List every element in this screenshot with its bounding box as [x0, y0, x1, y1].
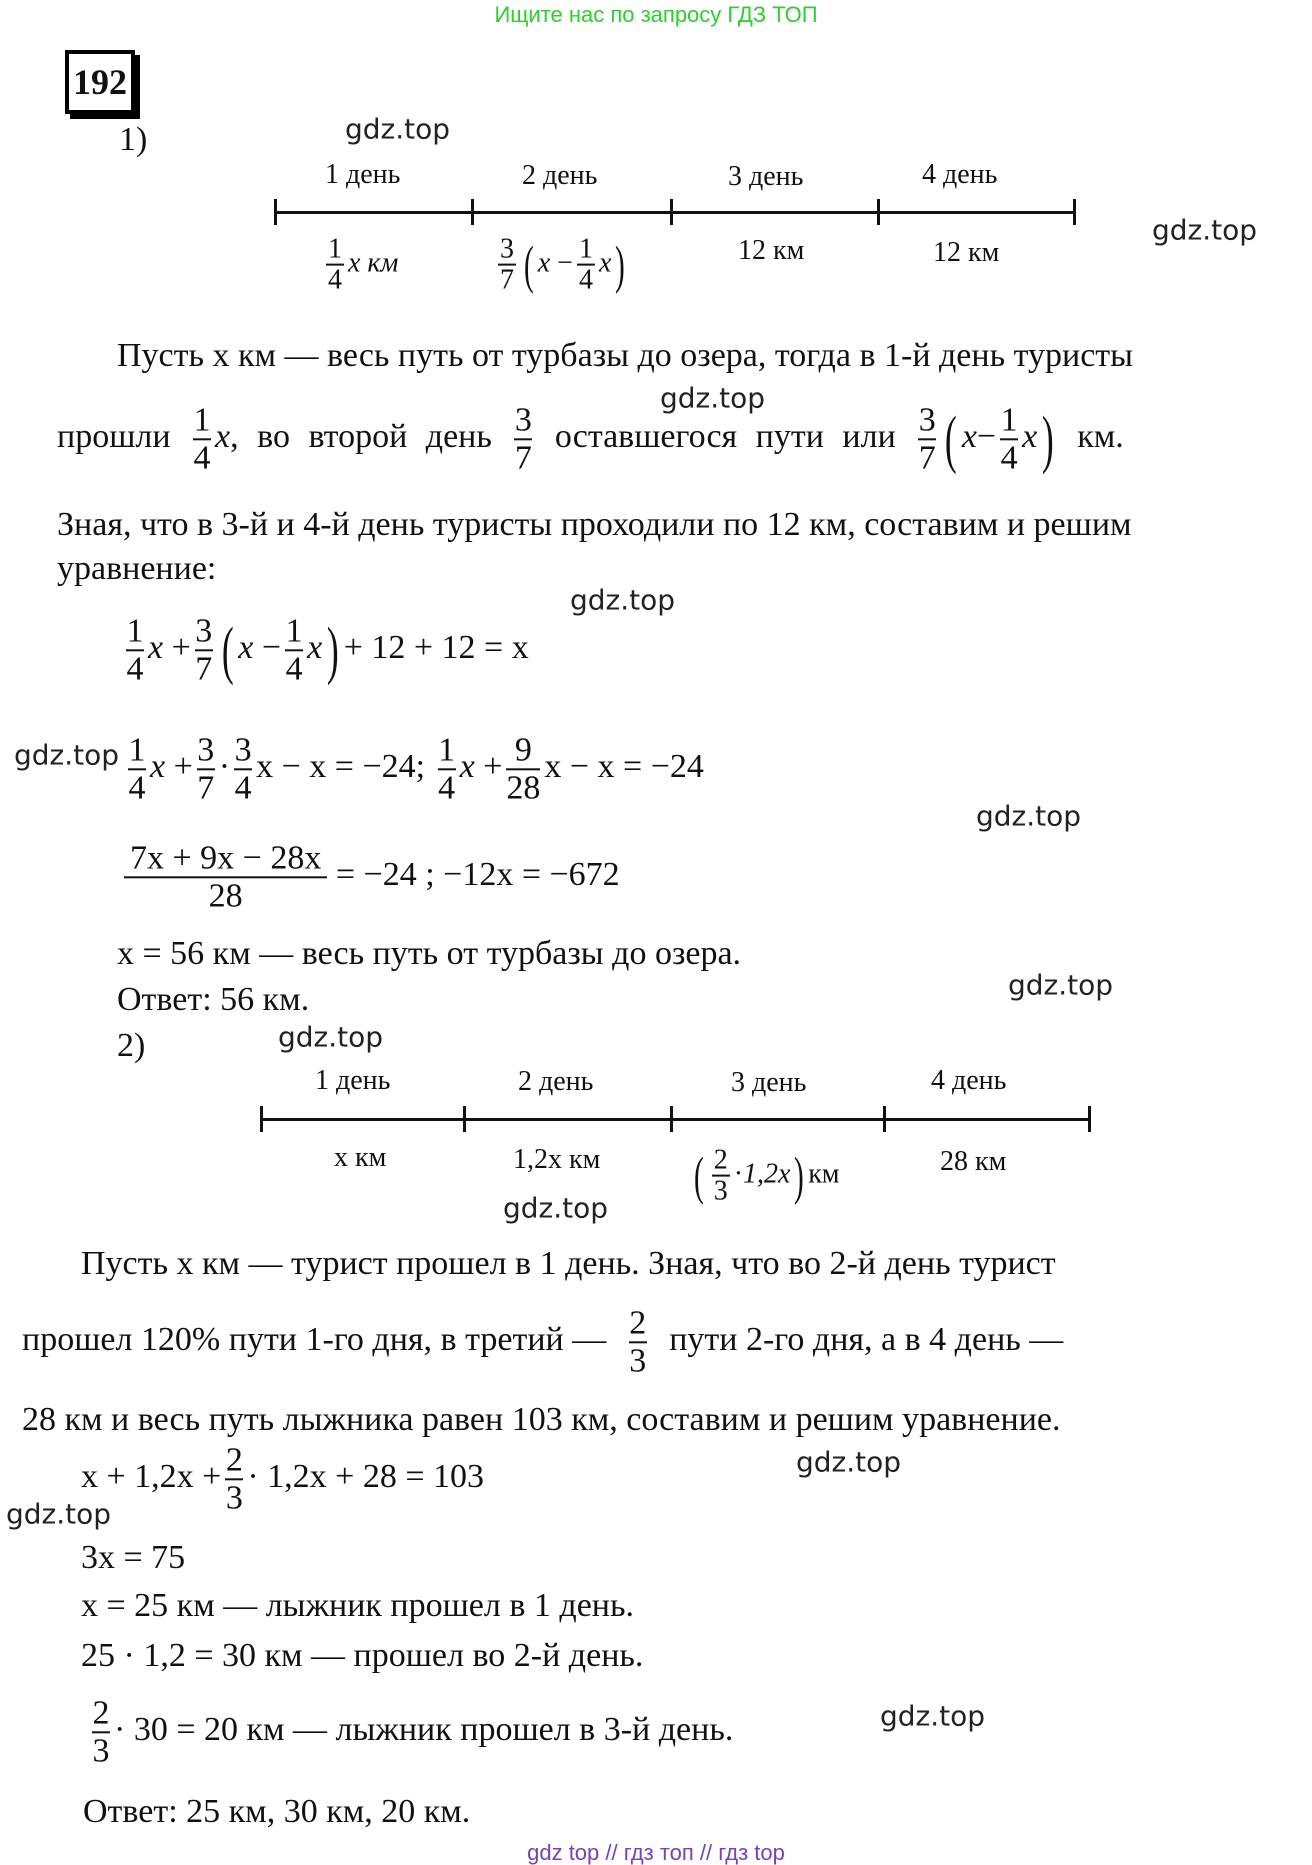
- timeline-line: [260, 1118, 1088, 1121]
- footer-links[interactable]: gdz top // гдз топ // гдз top: [527, 1840, 785, 1865]
- day-label: 4 день: [931, 1065, 1007, 1096]
- tick: [471, 199, 474, 225]
- segment-4: 28 км: [940, 1146, 1007, 1177]
- watermark: gdz.top: [660, 381, 766, 415]
- segment-3: 12 км: [738, 235, 805, 266]
- part2-label: 2): [117, 1027, 146, 1064]
- equation: 25 · 1,2 = 30 км — прошел во 2-й день.: [81, 1637, 644, 1674]
- text-line: уравнение:: [57, 550, 217, 587]
- equation: $\frac{2}{3}$ · 30 = 20 км — лыжник прошел в 3-й день.: [92, 1694, 734, 1769]
- tick: [670, 1106, 673, 1132]
- watermark: gdz.top: [570, 583, 676, 617]
- equation: $\frac{1}{4}$ x + $\frac{3}{7}$ ( x − $\frac{1}{4}$ x) + 12 + 12 = x: [126, 612, 529, 687]
- answer-line: Ответ: 25 км, 30 км, 20 км.: [83, 1793, 471, 1830]
- segment-2: 1,2x км: [513, 1144, 601, 1175]
- segment-3: ( $\frac{2}{3}$ ·1,2x) км: [693, 1144, 840, 1207]
- header-banner: Ищите нас по запросу ГДЗ ТОП: [494, 2, 818, 27]
- result-line: x = 56 км — весь путь от турбазы до озера.: [117, 935, 742, 972]
- watermark: gdz.top: [976, 799, 1082, 833]
- tick: [274, 199, 277, 225]
- watermark: gdz.top: [345, 112, 451, 146]
- day-label: 4 день: [922, 159, 998, 190]
- tick: [260, 1106, 263, 1132]
- text-line: прошел 120% пути 1-го дня, в третий — $\frac{2}{3}$ пути 2-го дня, а в 4 день —: [22, 1304, 1064, 1379]
- text-line: Зная, что в 3-й и 4-й день туристы проходили по 12 км, составим и решим: [57, 506, 1132, 543]
- equation: 3x = 75: [81, 1539, 186, 1576]
- equation: $\frac{7x + 9x - 28x}{28}$ = −24 ; −12x = −672: [124, 840, 620, 913]
- watermark: gdz.top: [6, 1497, 112, 1531]
- watermark: gdz.top: [503, 1191, 609, 1225]
- watermark: gdz.top: [880, 1699, 986, 1733]
- tick: [877, 199, 880, 225]
- segment-1: х км: [334, 1142, 387, 1173]
- day-label: 1 день: [315, 1065, 391, 1096]
- part1-label: 1): [119, 121, 148, 158]
- day-label: 2 день: [518, 1066, 594, 1097]
- text-line: прошли $\frac{1}{4}$ x, во второй день $\frac{3}{7}$ оставшегося пути или $\frac{3}{7}$ ( x− $\frac{1}{4}$ x) км.: [57, 401, 1124, 476]
- day-label: 2 день: [522, 160, 598, 191]
- segment-4: 12 км: [933, 237, 1000, 268]
- problem-number: 192: [65, 50, 135, 114]
- day-label: 1 день: [325, 159, 401, 190]
- day-label: 3 день: [728, 161, 804, 192]
- text-line: Пусть x км — весь путь от турбазы до озера, тогда в 1-й день туристы: [117, 337, 1133, 374]
- tick: [883, 1106, 886, 1132]
- tick: [670, 199, 673, 225]
- tick: [1088, 1106, 1091, 1132]
- segment-1: $\frac{1}{4}$ x км: [328, 233, 399, 296]
- day-label: 3 день: [731, 1067, 807, 1098]
- segment-2: $\frac{3}{7}$ ( x − $\frac{1}{4}$ x): [500, 233, 626, 296]
- equation: x = 25 км — лыжник прошел в 1 день.: [81, 1587, 634, 1624]
- equation: $\frac{1}{4}$ x + $\frac{3}{7}$ · $\frac{3}{4}$ x − x = −24; $\frac{1}{4}$ x + $\frac{9}{28}$ x − x = −24: [128, 731, 704, 806]
- equation: x + 1,2x + $\frac{2}{3}$ · 1,2x + 28 = 103: [81, 1441, 485, 1516]
- tick: [463, 1106, 466, 1132]
- text-line: 28 км и весь путь лыжника равен 103 км, составим и решим уравнение.: [22, 1401, 1061, 1438]
- watermark: gdz.top: [796, 1445, 902, 1479]
- text-line: Пусть x км — турист прошел в 1 день. Зная, что во 2-й день турист: [81, 1245, 1056, 1282]
- watermark: gdz.top: [1008, 968, 1114, 1002]
- tick: [1073, 199, 1076, 225]
- answer-line: Ответ: 56 км.: [117, 981, 310, 1018]
- watermark: gdz.top: [14, 738, 120, 772]
- watermark: gdz.top: [278, 1020, 384, 1054]
- watermark: gdz.top: [1152, 213, 1258, 247]
- timeline-line: [274, 211, 1074, 214]
